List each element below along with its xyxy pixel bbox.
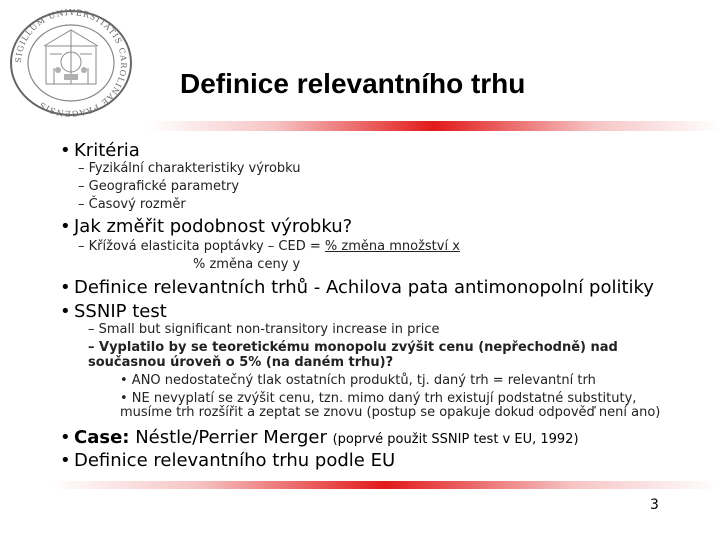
sub-ssnip-question-1: – Vyplatilo by se teoretickému monopolu zvýšit cenu (nepřechodně) nad	[88, 340, 618, 355]
footer-divider	[50, 481, 720, 489]
bullet-eu-definition-text: Definice relevantního trhu podle EU	[74, 450, 396, 471]
bullet-achilles: • Definice relevantních trhů - Achilova pata antimonopolní politiky	[60, 277, 654, 298]
sub-geographic: – Geografické parametry	[78, 179, 240, 194]
bullet-criteria-text: Kritéria	[74, 140, 140, 161]
sub-ssnip-yes: • ANO nedostatečný tlak ostatních produktů, tj. daný trh = relevantní trh	[120, 373, 596, 388]
sub-ssnip-question-2: současnou úroveň o 5% (na daném trhu)?	[88, 355, 394, 370]
ced-numerator: % změna množství x	[324, 239, 460, 254]
svg-text:SIGILLUM UNIVERSITATIS CAROLIN: SIGILLUM UNIVERSITATIS CAROLINAE PRAGENSIS	[13, 8, 129, 118]
bullet-criteria: • Kritéria	[60, 140, 140, 161]
case-text: Néstle/Perrier Merger	[129, 427, 333, 448]
page-number: 3	[650, 497, 659, 513]
sub-ced	[78, 239, 460, 254]
bullet-similarity: • Jak změřit podobnost výrobku?	[60, 216, 353, 237]
sub-ssnip-definition: – Small but significant non-transitory increase in price	[88, 322, 440, 337]
bullet-achilles-text: Definice relevantních trhů - Achilova pata antimonopolní politiky	[74, 277, 654, 298]
bullet-eu-definition: • Definice relevantního trhu podle EU	[60, 450, 396, 471]
case-note: (poprvé použit SSNIP test v EU, 1992)	[332, 432, 579, 447]
slide-title: Definice relevantního trhu	[180, 68, 526, 99]
bullet-case: • Case: Néstle/Perrier Merger (poprvé použit SSNIP test v EU, 1992)	[60, 427, 579, 448]
case-label: Case:	[74, 427, 130, 448]
ced-prefix: – Křížová elasticita poptávky – CED =	[78, 239, 325, 254]
sub-ssnip-no-2: musíme trh rozšířit a zeptat se znovu (postup se opakuje dokud odpověď není ano)	[120, 405, 661, 420]
sub-time: – Časový rozměr	[78, 197, 186, 212]
bullet-ssnip-text: SSNIP test	[74, 301, 167, 322]
sub-ssnip-no-1: • NE nevyplatí se zvýšit cenu, tzn. mimo daný trh existují podstatné substituty,	[120, 391, 637, 406]
bullet-similarity-text: Jak změřit podobnost výrobku?	[74, 216, 353, 237]
ced-denominator: % změna ceny y	[193, 257, 301, 272]
sub-physical: – Fyzikální charakteristiky výrobku	[78, 161, 301, 176]
bullet-ssnip: • SSNIP test	[60, 301, 167, 322]
